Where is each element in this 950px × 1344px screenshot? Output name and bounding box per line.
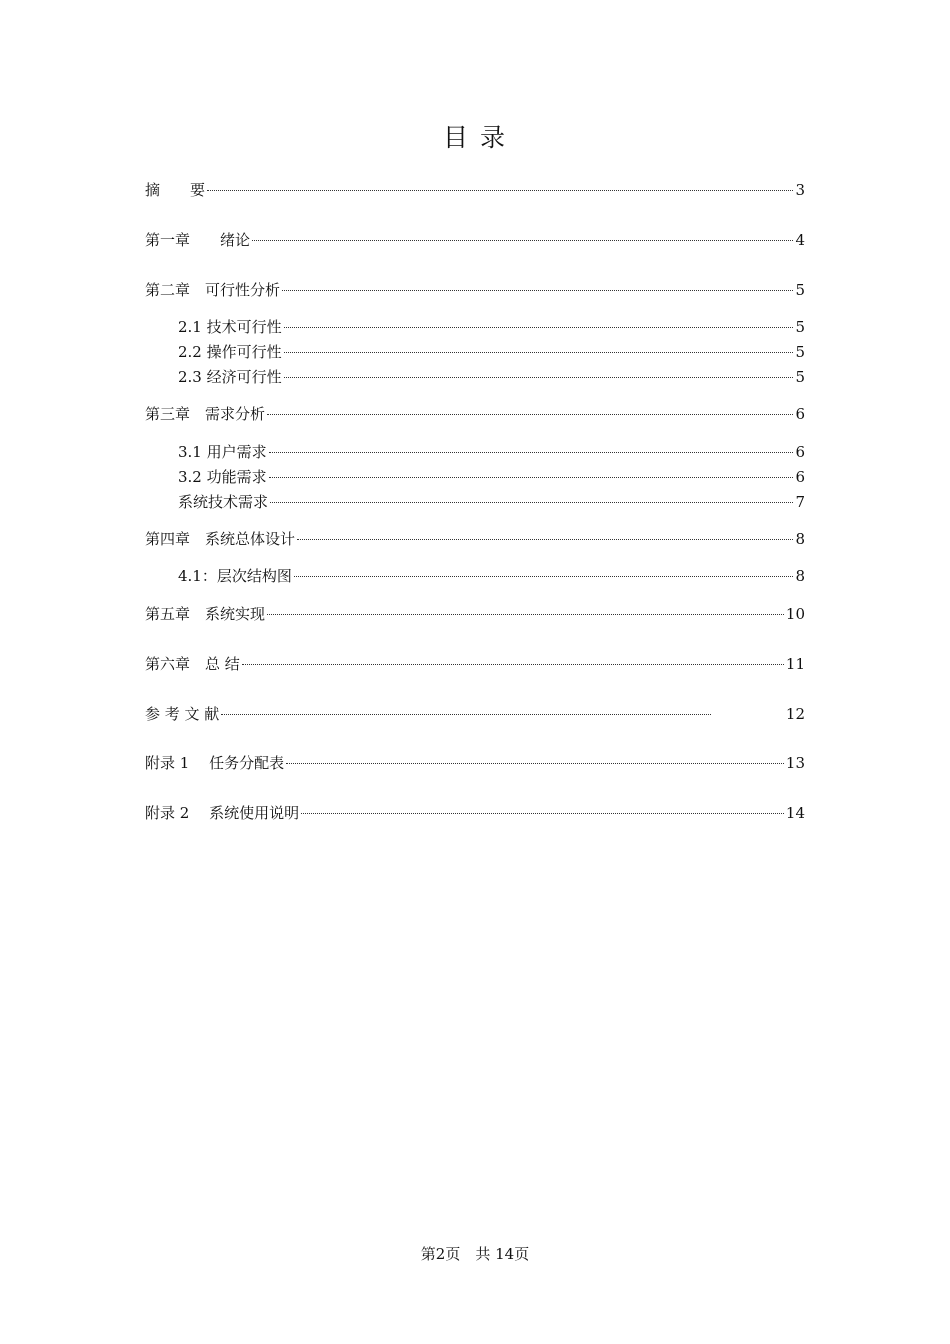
- toc-entry-label: 第六章 总 结: [145, 655, 240, 673]
- toc-leader: [269, 477, 794, 478]
- toc-entry-label: 2.1 技术可行性: [178, 318, 282, 336]
- toc-entry-page: 8: [795, 567, 805, 585]
- toc-entry-label: 摘 要: [145, 181, 206, 199]
- toc-leader: [242, 664, 784, 665]
- toc-leader: [267, 414, 793, 415]
- toc-entry-page: 5: [795, 343, 805, 361]
- toc-entry-label: 附录 1 任务分配表: [145, 754, 285, 772]
- toc-leader: [267, 614, 784, 615]
- toc-leader: [221, 714, 711, 715]
- toc-entry[interactable]: [145, 753, 805, 773]
- toc-entry[interactable]: [145, 654, 805, 674]
- toc-leader: [270, 502, 793, 503]
- toc-entry[interactable]: [145, 704, 805, 724]
- toc-entry-page: 4: [795, 231, 805, 249]
- toc-entry[interactable]: [145, 180, 805, 200]
- toc-entry[interactable]: [145, 529, 805, 549]
- toc-entry-label: 第二章 可行性分析: [145, 281, 281, 299]
- toc-entry[interactable]: [178, 467, 805, 487]
- toc-entry-label: 3.1 用户需求: [178, 443, 267, 461]
- toc-entry[interactable]: [145, 604, 805, 624]
- toc-leader: [301, 813, 784, 814]
- toc-entry[interactable]: [145, 803, 805, 823]
- toc-entry[interactable]: [178, 492, 805, 512]
- toc-leader: [269, 452, 794, 453]
- toc-entry[interactable]: [178, 442, 805, 462]
- toc-entry-page: 13: [785, 754, 805, 772]
- toc-entry-page: 14: [785, 804, 805, 822]
- toc-entry[interactable]: [145, 230, 805, 250]
- toc-entry[interactable]: [145, 404, 805, 424]
- toc-entry[interactable]: [178, 342, 805, 362]
- toc-entry[interactable]: [145, 280, 805, 300]
- toc-entry-label: 第三章 需求分析: [145, 405, 266, 423]
- toc-leader: [282, 290, 793, 291]
- toc-entry-page: 3: [795, 181, 805, 199]
- toc-leader: [297, 539, 793, 540]
- toc-entry-label: 2.3 经济可行性: [178, 368, 282, 386]
- toc-entry-page: 6: [795, 443, 805, 461]
- toc-entry-page: 11: [785, 655, 805, 673]
- toc-entry-page: 5: [795, 318, 805, 336]
- toc-entry[interactable]: [178, 317, 805, 337]
- toc-leader: [252, 240, 793, 241]
- toc-leader: [294, 576, 794, 577]
- toc-entry-label: 第四章 系统总体设计: [145, 530, 296, 548]
- toc-leader: [286, 763, 784, 764]
- page-footer: 第2页 共 14页: [420, 1245, 530, 1263]
- toc-entry[interactable]: [178, 367, 805, 387]
- toc-title: 目 录: [443, 123, 507, 152]
- toc-leader: [207, 190, 793, 191]
- toc-entry-label: 系统技术需求: [178, 493, 269, 511]
- toc-entry-label: 第一章 绪论: [145, 231, 251, 249]
- toc-leader: [284, 352, 794, 353]
- toc-entry-page: 7: [795, 493, 805, 511]
- toc-entry-label: 附录 2 系统使用说明: [145, 804, 300, 822]
- toc-entry-label: 第五章 系统实现: [145, 605, 266, 623]
- toc-entry-page: 6: [795, 468, 805, 486]
- toc-leader: [284, 377, 794, 378]
- toc-entry[interactable]: [178, 566, 805, 586]
- toc-entry-label: 参 考 文 献: [145, 705, 220, 723]
- toc-entry-label: 2.2 操作可行性: [178, 343, 282, 361]
- toc-entry-page: 5: [795, 368, 805, 386]
- toc-entry-label: 3.2 功能需求: [178, 468, 267, 486]
- toc-leader: [284, 327, 794, 328]
- toc-entry-page: 5: [795, 281, 805, 299]
- toc-entry-page: 12: [785, 705, 805, 723]
- toc-entry-page: 6: [795, 405, 805, 423]
- toc-entry-label: 4.1：层次结构图: [178, 567, 292, 585]
- toc-entry-page: 8: [795, 530, 805, 548]
- toc-entry-page: 10: [785, 605, 805, 623]
